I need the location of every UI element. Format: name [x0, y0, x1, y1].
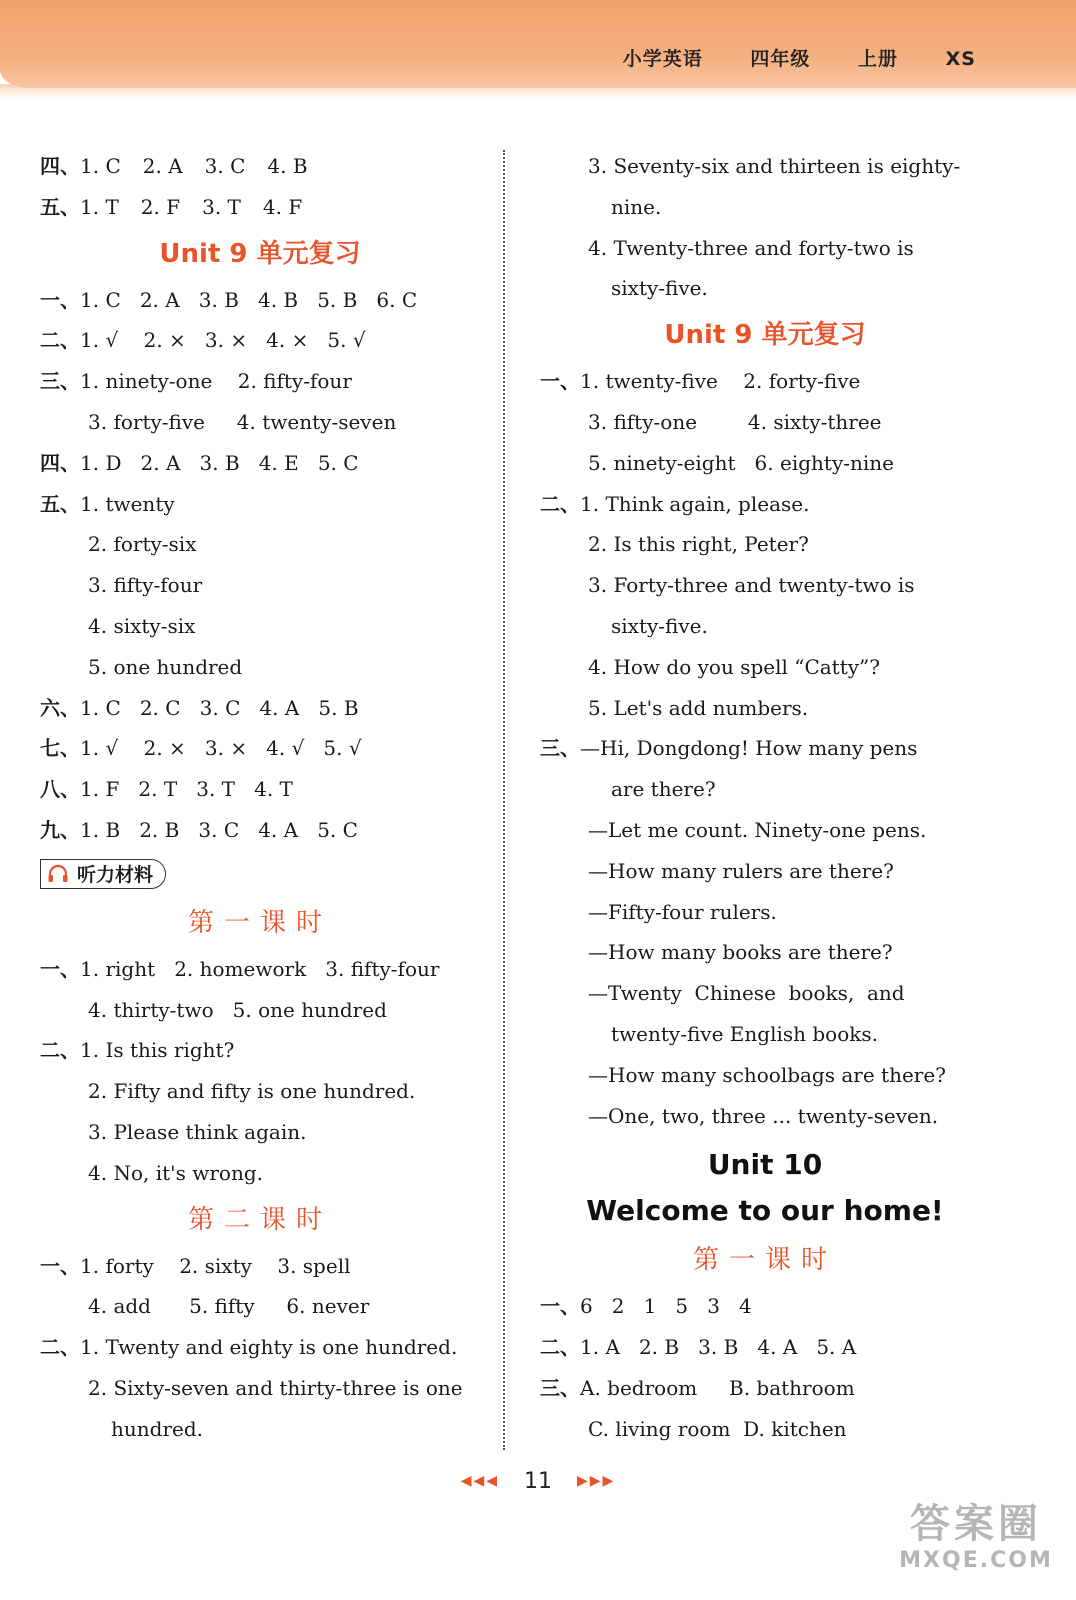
answer-text: 1. A 2. B 3. B 4. A 5. A — [580, 1335, 857, 1360]
answer-text: C. living room D. kitchen — [588, 1416, 847, 1441]
left-top-answers — [40, 146, 480, 228]
answer-line — [540, 1368, 990, 1409]
answer-text: A. bedroom B. bathroom — [580, 1375, 855, 1400]
answer-line — [40, 1112, 480, 1153]
answer-text: —How many books are there? — [588, 940, 893, 965]
answer-line — [540, 443, 990, 484]
answer-line — [540, 1286, 990, 1327]
answer-item: 3. C — [204, 154, 246, 178]
header-band — [0, 0, 1076, 88]
answer-item: 1. C — [80, 154, 121, 178]
answer-text: 1. D 2. A 3. B 4. E 5. C — [80, 450, 359, 475]
answer-text: —Let me count. Ninety-one pens. — [588, 817, 927, 842]
answer-text: 1. √ 2. × 3. × 4. √ 5. √ — [80, 736, 362, 761]
answer-line — [540, 146, 990, 187]
answer-line — [40, 320, 480, 361]
header-grade: 四年级 — [750, 48, 811, 70]
answer-text: 1. F 2. T 3. T 4. T — [80, 777, 293, 802]
answer-line — [540, 1014, 990, 1055]
question-label: 一、 — [40, 287, 80, 312]
answer-text: 5. Let's add numbers. — [588, 695, 809, 720]
answer-line — [540, 688, 990, 729]
question-label: 五、 — [40, 194, 80, 219]
answer-line — [40, 1286, 480, 1327]
question-label: 三、 — [540, 1375, 580, 1400]
unit10-subtitle: Welcome to our home! — [586, 1194, 944, 1228]
answer-text: 1. C 2. C 3. C 4. A 5. B — [80, 695, 359, 720]
answer-text: 2. Is this right, Peter? — [588, 532, 809, 557]
answer-text: 2. forty-six — [88, 532, 197, 557]
question-label: 一、 — [540, 369, 580, 394]
header-info — [601, 44, 976, 71]
header-subject: 小学英语 — [622, 48, 703, 70]
answer-text: 1. twenty-five 2. forty-five — [580, 369, 861, 394]
answer-text: sixty-five. — [611, 276, 708, 301]
answer-text: —Fifty-four rulers. — [588, 899, 777, 924]
unit10-title: Unit 10 — [707, 1148, 823, 1182]
answer-line — [540, 228, 990, 269]
answer-line — [40, 187, 480, 228]
question-label: 一、 — [40, 1253, 80, 1278]
answer-text: 1. right 2. homework 3. fifty-four — [80, 956, 440, 981]
answer-text: —One, two, three ... twenty-seven. — [588, 1103, 939, 1128]
right-unit9-title: Unit 9 单元复习 — [664, 320, 866, 351]
left-arrows-icon: ◀◀◀ — [460, 1473, 499, 1489]
answer-line — [40, 1071, 480, 1112]
left-unit9-title: Unit 9 单元复习 — [159, 238, 361, 269]
answer-text: twenty-five English books. — [611, 1021, 879, 1046]
question-label: 三、 — [40, 369, 80, 394]
answer-line — [40, 1327, 480, 1368]
answer-text: 4. Twenty-three and forty-two is — [588, 235, 914, 260]
answer-text: 3. Forty-three and twenty-two is — [588, 573, 915, 598]
right-arrows-icon: ▶▶▶ — [577, 1473, 616, 1489]
question-label: 二、 — [40, 328, 80, 353]
answer-line — [540, 268, 990, 309]
listening-tag-label: 听力材料 — [77, 864, 154, 887]
answer-line — [40, 606, 480, 647]
left-lesson2-answers — [40, 1246, 480, 1450]
unit10-answers — [540, 1286, 990, 1449]
answer-item: 2. F — [140, 194, 181, 219]
answer-text: 4. sixty-six — [88, 613, 196, 638]
answer-text: 1. C 2. A 3. B 4. B 5. B 6. C — [80, 287, 418, 312]
answer-line — [40, 443, 480, 484]
question-label: 四、 — [40, 154, 80, 178]
question-label: 二、 — [540, 491, 580, 516]
answer-line — [40, 769, 480, 810]
answer-line — [40, 524, 480, 565]
question-label: 一、 — [540, 1294, 580, 1319]
left-lesson2-title: 第二课时 — [187, 1204, 332, 1235]
page-footer — [0, 1468, 1076, 1494]
answer-line — [40, 688, 480, 729]
answer-item: 4. F — [262, 194, 303, 219]
question-label: 六、 — [40, 695, 80, 720]
answer-text: 3. fifty-four — [88, 573, 203, 598]
answer-line — [40, 146, 480, 187]
answer-line — [540, 810, 990, 851]
answer-line — [540, 524, 990, 565]
answer-line — [40, 1153, 480, 1194]
right-unit9-answers — [540, 361, 990, 1136]
answer-line — [540, 1096, 990, 1137]
answer-text: 3. Seventy-six and thirteen is eighty- — [588, 154, 961, 178]
question-label: 五、 — [40, 491, 80, 516]
column-divider — [503, 150, 505, 1450]
page-number: 11 — [524, 1468, 552, 1494]
answer-line — [540, 851, 990, 892]
answer-line — [540, 402, 990, 443]
answer-text: 5. ninety-eight 6. eighty-nine — [588, 450, 894, 475]
answer-line — [540, 1327, 990, 1368]
answer-item: 3. T — [202, 194, 241, 219]
answer-text: 4. add 5. fifty 6. never — [88, 1294, 370, 1319]
answer-item: 1. T — [80, 194, 119, 219]
answer-line — [40, 565, 480, 606]
left-lesson1-title: 第一课时 — [187, 907, 332, 938]
watermark-bottom: MXQE.COM — [899, 1548, 1053, 1573]
left-lesson1-answers — [40, 949, 480, 1194]
answer-line — [40, 280, 480, 321]
answer-line — [40, 949, 480, 990]
answer-line — [40, 1246, 480, 1287]
question-label: 九、 — [40, 817, 80, 842]
right-lesson1-title: 第一课时 — [692, 1245, 837, 1276]
answer-line — [540, 769, 990, 810]
answer-text: nine. — [611, 194, 662, 219]
left-column — [40, 146, 480, 1450]
answer-text: —How many rulers are there? — [588, 858, 894, 883]
answer-text: 1. √ 2. × 3. × 4. × 5. √ — [80, 328, 366, 353]
left-unit9-answers — [40, 280, 480, 851]
right-column — [540, 146, 990, 1450]
answer-text: 6 2 1 5 3 4 — [580, 1294, 752, 1319]
answer-text: 4. thirty-two 5. one hundred — [88, 997, 387, 1022]
answer-text: 1. forty 2. sixty 3. spell — [80, 1253, 351, 1278]
answer-line — [40, 361, 480, 402]
answer-item: 4. B — [267, 154, 308, 178]
answer-line — [540, 973, 990, 1014]
header-edition: XS — [945, 48, 976, 70]
answer-line — [540, 565, 990, 606]
answer-line — [540, 1409, 990, 1450]
answer-text: 1. Is this right? — [80, 1038, 235, 1063]
answer-line — [40, 1409, 480, 1450]
answer-line — [540, 892, 990, 933]
question-label: 二、 — [40, 1335, 80, 1360]
answer-text: 3. forty-five 4. twenty-seven — [88, 409, 397, 434]
question-label: 七、 — [40, 736, 80, 761]
answer-text: 1. ninety-one 2. fifty-four — [80, 369, 352, 394]
answer-line — [540, 484, 990, 525]
answer-line — [540, 606, 990, 647]
answer-text: 5. one hundred — [88, 654, 243, 679]
question-label: 八、 — [40, 777, 80, 802]
watermark-top: 答案圈 — [910, 1501, 1042, 1547]
question-label: 四、 — [40, 450, 80, 475]
listening-tag — [40, 851, 480, 897]
answer-item: 2. A — [142, 154, 183, 178]
answer-line — [40, 484, 480, 525]
answer-line — [40, 728, 480, 769]
answer-line — [40, 810, 480, 851]
answer-text: 1. Twenty and eighty is one hundred. — [80, 1335, 458, 1360]
answer-line — [40, 1368, 480, 1409]
right-top-answers — [540, 146, 990, 309]
answer-line — [540, 647, 990, 688]
answer-text: 4. No, it's wrong. — [88, 1160, 264, 1185]
answer-line — [540, 187, 990, 228]
answer-text: 2. Sixty-seven and thirty-three is one — [88, 1375, 463, 1400]
question-label: 二、 — [540, 1335, 580, 1360]
header-volume: 上册 — [858, 48, 899, 70]
headphone-icon — [47, 864, 69, 884]
answer-line — [540, 361, 990, 402]
answer-line — [40, 647, 480, 688]
question-label: 二、 — [40, 1038, 80, 1063]
answer-line — [40, 990, 480, 1031]
answer-text: 4. How do you spell “Catty”? — [588, 654, 881, 679]
answer-text: 2. Fifty and fifty is one hundred. — [88, 1079, 416, 1104]
question-label: 一、 — [40, 956, 80, 981]
answer-text: 3. fifty-one 4. sixty-three — [588, 409, 882, 434]
answer-text: are there? — [611, 777, 716, 802]
answer-line — [40, 402, 480, 443]
answer-text: 1. B 2. B 3. C 4. A 5. C — [80, 817, 358, 842]
answer-line — [540, 932, 990, 973]
answer-text: —Hi, Dongdong! How many pens — [580, 736, 918, 761]
watermark-logo — [896, 1500, 1056, 1586]
answer-text: sixty-five. — [611, 613, 708, 638]
answer-text: 1. Think again, please. — [580, 491, 810, 516]
answer-line — [540, 1055, 990, 1096]
question-label: 三、 — [540, 736, 580, 761]
answer-text: —Twenty Chinese books, and — [588, 981, 905, 1006]
answer-text: —How many schoolbags are there? — [588, 1062, 946, 1087]
answer-text: 3. Please think again. — [88, 1119, 307, 1144]
answer-text: 1. twenty — [80, 491, 175, 516]
answer-text: hundred. — [111, 1416, 204, 1441]
answer-line — [540, 728, 990, 769]
answer-line — [40, 1030, 480, 1071]
